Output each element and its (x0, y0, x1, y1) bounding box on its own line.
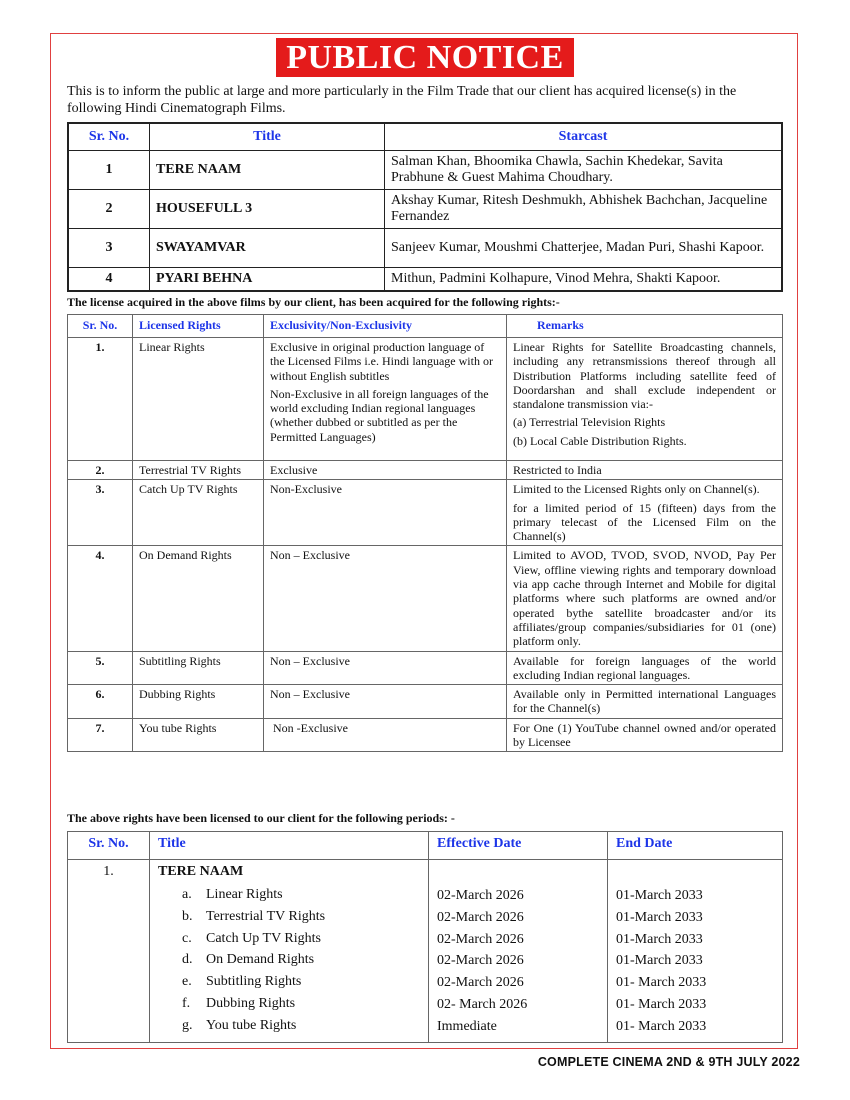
list-item (158, 884, 420, 906)
right-exclusivity: Non -Exclusive (264, 718, 507, 752)
list-item (158, 971, 420, 993)
list-label: On Demand Rights (206, 952, 315, 968)
film-no: 2 (68, 190, 150, 229)
list-item (158, 1015, 420, 1037)
list-marker: e. (182, 974, 192, 990)
intro-paragraph: This is to inform the public at large and more particularly in the Film Trade that our client has acquired license(s) in the following Hindi Cinematograph Films. (67, 84, 737, 116)
end-date: 01-March 2033 (616, 909, 703, 925)
rights-list (158, 884, 420, 1037)
right-remarks: Available for foreign languages of the world excluding Indian regional languages. (507, 651, 783, 685)
right-exclusivity: Non – Exclusive (264, 651, 507, 685)
table-row (68, 461, 783, 480)
header-sr-no: Sr. No. (68, 832, 150, 860)
right-remarks: Limited to AVOD, TVOD, SVOD, NVOD, Pay Per View, offline viewing rights and temporary download via app cache through Internet and Mobile for digital platforms where such platforms are owned and/or operated bythe satellite broadcaster and/or its affiliates/group companies/subsidiaries for 01 (one) platform only. (507, 546, 783, 651)
effective-date: 02-March 2026 (437, 888, 524, 903)
film-cast: Salman Khan, Bhoomika Chawla, Sachin Khedekar, Savita Prabhune & Guest Mahima Choudhary. (385, 151, 783, 190)
table-row (68, 229, 782, 268)
effective-date: 02-March 2026 (437, 909, 524, 925)
end-dates-cell (608, 860, 783, 1043)
table-row (68, 651, 783, 685)
title-wrap (0, 38, 850, 77)
notice-title: PUBLIC NOTICE (276, 38, 574, 77)
right-remarks: Restricted to India (507, 461, 783, 480)
header-licensed-rights: Licensed Rights (133, 315, 264, 338)
list-label: Linear Rights (206, 887, 283, 902)
right-remarks: For One (1) YouTube channel owned and/or operated by Licensee (507, 718, 783, 752)
list-label: You tube Rights (206, 1017, 297, 1033)
film-cast: Sanjeev Kumar, Moushmi Chatterjee, Madan Puri, Shashi Kapoor. (385, 229, 783, 268)
film-cast: Akshay Kumar, Ritesh Deshmukh, Abhishek Bachchan, Jacqueline Fernandez (385, 190, 783, 229)
list-label: Terrestrial TV Rights (206, 908, 326, 924)
list-marker: f. (182, 995, 191, 1011)
rights-table (67, 314, 783, 752)
table-row (68, 268, 782, 292)
header-starcast: Starcast (385, 123, 783, 151)
periods-table (67, 831, 783, 1043)
film-no: 4 (68, 268, 150, 292)
effective-date: 02- March 2026 (437, 996, 528, 1012)
footer-credit: COMPLETE CINEMA 2ND & 9TH JULY 2022 (537, 1055, 800, 1069)
table-row (68, 480, 783, 546)
header-end-date: End Date (608, 832, 783, 860)
right-exclusivity: Exclusive (264, 461, 507, 480)
header-remarks-label: Remarks (537, 318, 584, 332)
right-exclusivity: Non-Exclusive (264, 480, 507, 546)
films-table (67, 122, 783, 292)
list-marker: d. (182, 952, 193, 968)
right-name: Dubbing Rights (133, 685, 264, 719)
effective-date: 02-March 2026 (437, 975, 524, 991)
list-marker: c. (182, 930, 192, 946)
excl-line: Exclusive in original production language of the Licensed Films i.e. Hindi language with or without English subtitles (270, 340, 493, 383)
right-no: 3. (68, 480, 133, 546)
film-no: 3 (68, 229, 150, 268)
header-title: Title (150, 832, 429, 860)
table-row (68, 151, 782, 190)
period-title-cell (150, 860, 429, 1043)
list-item (158, 993, 420, 1015)
header-effective-date: Effective Date (429, 832, 608, 860)
header-title: Title (150, 123, 385, 151)
remark-line: Linear Rights for Satellite Broadcasting channels, including any retransmissions thereof through all Distribution Platforms including satellite feed of Doordarshan and shall exclude independent or standalone transmission via:- (513, 340, 776, 412)
periods-heading: The above rights have been licensed to our client for the following periods: - (67, 811, 455, 825)
right-no: 1. (68, 338, 133, 461)
right-remarks: Available only in Permitted international Languages for the Channel(s) (507, 685, 783, 719)
films-table-header (68, 123, 782, 151)
end-date: 01-March 2033 (616, 888, 703, 903)
rights-table-header (68, 315, 783, 338)
table-row (68, 718, 783, 752)
end-date: 01-March 2033 (616, 931, 703, 947)
right-no: 5. (68, 651, 133, 685)
right-no: 2. (68, 461, 133, 480)
period-film-title: TERE NAAM (158, 864, 244, 879)
right-exclusivity: Non – Exclusive (264, 685, 507, 719)
effective-dates-cell (429, 860, 608, 1043)
header-sr-no: Sr. No. (68, 123, 150, 151)
film-title: HOUSEFULL 3 (150, 190, 385, 229)
excl-line: Non-Exclusive in all foreign languages of the world excluding Indian regional languages (whether dubbed or subtitled as per the Permitted Languages) (270, 386, 489, 444)
list-marker: b. (182, 908, 193, 924)
right-exclusivity: Non – Exclusive (264, 546, 507, 651)
table-row (68, 685, 783, 719)
right-no: 4. (68, 546, 133, 651)
list-marker: a. (182, 887, 192, 902)
right-name: Catch Up TV Rights (133, 480, 264, 546)
list-label: Dubbing Rights (206, 995, 296, 1011)
header-exclusivity: Exclusivity/Non-Exclusivity (264, 315, 507, 338)
right-name: You tube Rights (133, 718, 264, 752)
right-name: On Demand Rights (133, 546, 264, 651)
list-label: Catch Up TV Rights (206, 930, 321, 946)
header-sr-no: Sr. No. (68, 315, 133, 338)
list-label: Subtitling Rights (206, 974, 302, 990)
table-row (68, 546, 783, 651)
film-cast: Mithun, Padmini Kolhapure, Vinod Mehra, Shakti Kapoor. (385, 268, 783, 292)
film-title: PYARI BEHNA (150, 268, 385, 292)
right-remarks (507, 338, 783, 461)
end-date: 01- March 2033 (616, 975, 707, 991)
film-no: 1 (68, 151, 150, 190)
table-row (68, 338, 783, 461)
right-remarks (507, 480, 783, 546)
end-date: 01- March 2033 (616, 1018, 707, 1034)
right-name: Terrestrial TV Rights (133, 461, 264, 480)
list-marker: g. (182, 1017, 193, 1033)
right-no: 6. (68, 685, 133, 719)
remark-line: (b) Local Cable Distribution Rights. (513, 433, 687, 448)
effective-date: 02-March 2026 (437, 931, 524, 947)
header-remarks (507, 315, 783, 338)
film-title: TERE NAAM (150, 151, 385, 190)
rights-heading: The license acquired in the above films by our client, has been acquired for the following rights:- (67, 295, 560, 309)
right-name: Subtitling Rights (133, 651, 264, 685)
period-no: 1. (68, 860, 150, 1043)
list-item (158, 949, 420, 971)
list-item (158, 906, 420, 928)
remark-line: for a limited period of 15 (fifteen) days from the primary telecast of the Licensed Film on the Channel(s) (513, 500, 776, 544)
remark-line: (a) Terrestrial Television Rights (513, 415, 666, 430)
list-item (158, 928, 420, 950)
table-row (68, 190, 782, 229)
right-exclusivity (264, 338, 507, 461)
end-date: 01- March 2033 (616, 996, 707, 1012)
right-name: Linear Rights (133, 338, 264, 461)
right-no: 7. (68, 718, 133, 752)
effective-date: Immediate (437, 1018, 497, 1034)
effective-date: 02-March 2026 (437, 953, 524, 969)
film-title: SWAYAMVAR (150, 229, 385, 268)
remark-line: Limited to the Licensed Rights only on Channel(s). (513, 482, 760, 497)
table-row (68, 860, 783, 1043)
periods-table-header (68, 832, 783, 860)
end-date: 01-March 2033 (616, 953, 703, 969)
